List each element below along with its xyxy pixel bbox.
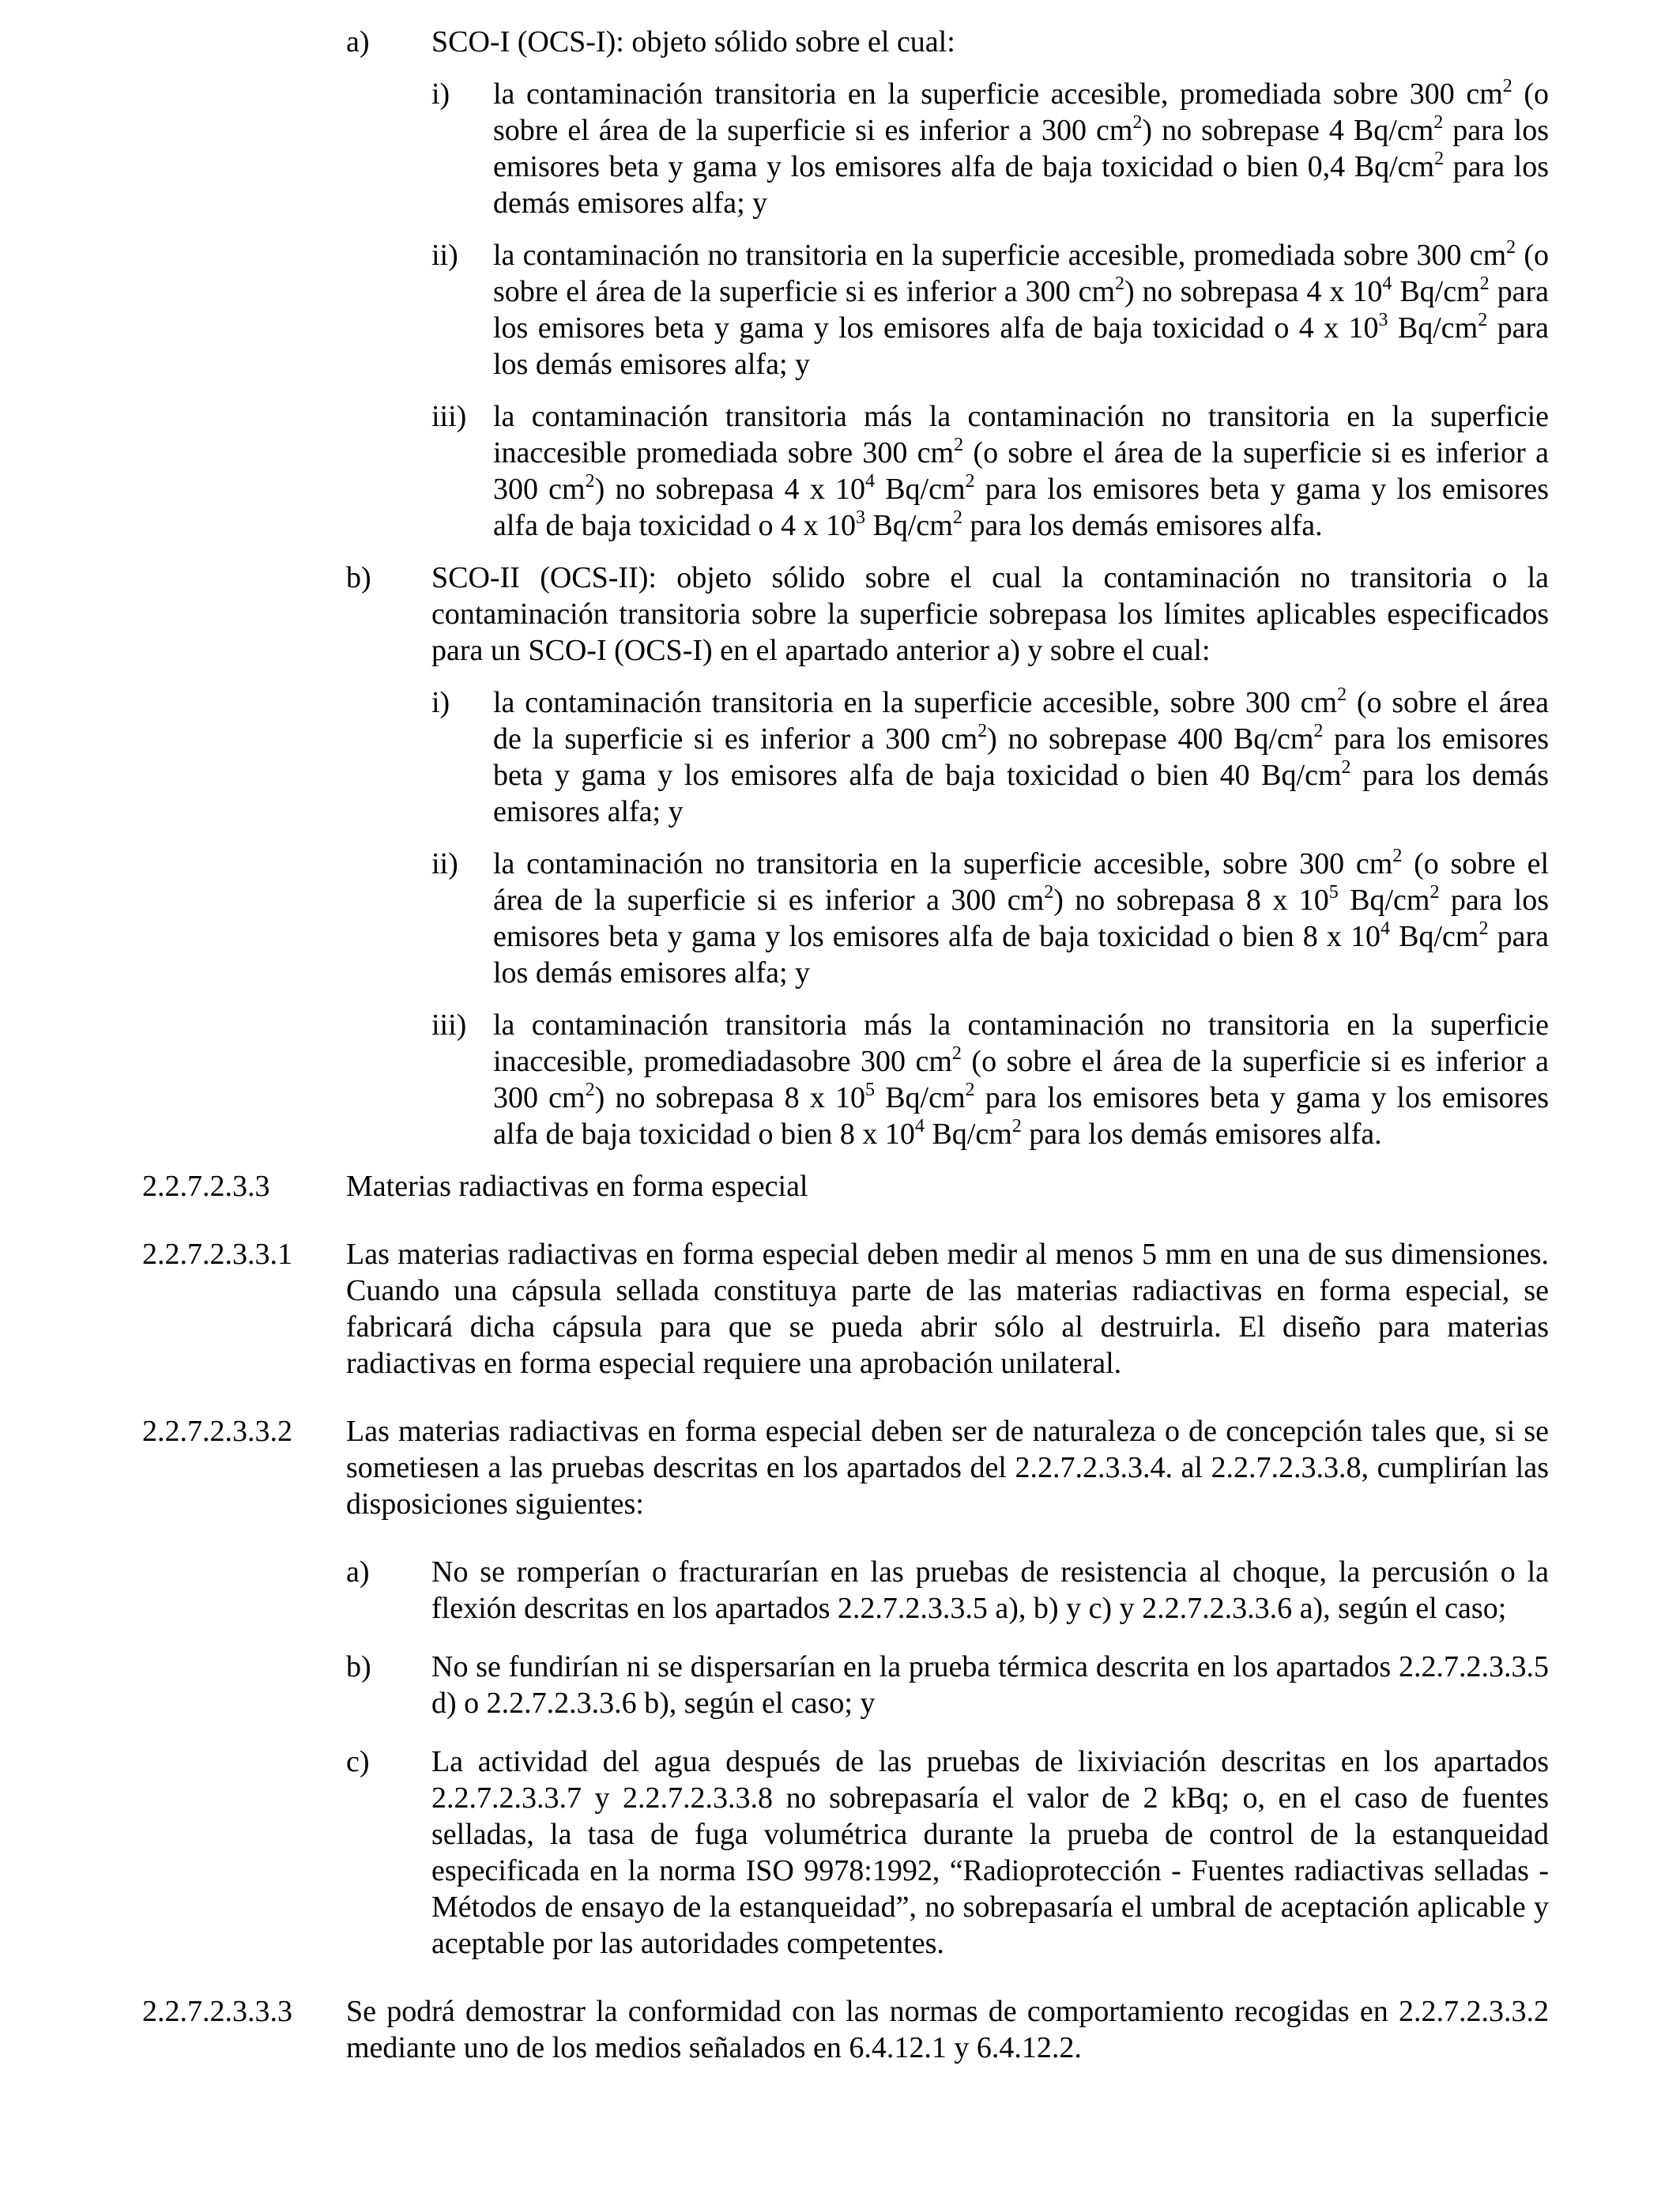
paragraph-number: 2.2.7.2.3.3.3 [142, 1995, 292, 2028]
paragraph-text: Se podrá demostrar la conformidad con las normas de comportamiento recogidas en 2.2.7.2.3.3.2 mediante uno de los medios señalados en 6.4.12.1 y 6.4.12.2. [346, 1995, 1549, 2064]
item-label: a) [346, 25, 370, 58]
subitem-text: la contaminación transitoria en la superficie accesible, sobre 300 $cm^2$ (o sobre el área de la superficie si es inferior a 300 $cm^2$) no sobrepase 400 $Bq/cm^2$ para los emisores beta y gama y los emisores alfa de baja toxicidad o bien 40 $Bq/cm^2$ para los demás emisores alfa; y [493, 684, 1550, 828]
sco-ii-subitem-iii [431, 1007, 1549, 1152]
document-page [142, 24, 1549, 2066]
subitem-text: la contaminación no transitoria en la superficie accesible, promediada sobre 300 $cm^2$ (o sobre el área de la superficie si es inferior a 300 $cm^2$) no sobrepasa 4 x $10^4$ $Bq/cm^2$ para los emisores beta y gama y los emisores alfa de baja toxicidad o 4 x $10^3$ $Bq/cm^2$ para los demás emisores alfa; y [493, 237, 1550, 381]
sco-i-subitem-iii [431, 398, 1549, 544]
paragraph-text: Las materias radiactivas en forma especial deben ser de naturaleza o de concepción tales que, si se sometiesen a las pruebas descritas en los apartados del 2.2.7.2.3.3.4. al 2.2.7.2.3.3.8, cumplirían las disposiciones siguientes: [346, 1415, 1549, 1521]
paragraph-3-3-3 [142, 1993, 1549, 2066]
sco-i-subitem-ii [431, 237, 1549, 383]
paragraph-3-3-2-item-c [346, 1744, 1549, 1962]
subitem-label: ii) [431, 239, 458, 272]
subitem-label: i) [431, 77, 450, 111]
item-label: a) [346, 1555, 370, 1589]
item-label: b) [346, 1650, 371, 1683]
sco-ii-subitem-ii [431, 846, 1549, 991]
paragraph-number: 2.2.7.2.3.3.1 [142, 1238, 292, 1271]
paragraph-3-3-2-item-b [346, 1649, 1549, 1721]
item-label: b) [346, 561, 371, 594]
sco-i-item [346, 24, 1549, 60]
subitem-label: i) [431, 686, 450, 719]
subitem-label: iii) [431, 1008, 467, 1042]
subitem-text: la contaminación transitoria en la superficie accesible, promediada sobre 300 $cm^2$ (o sobre el área de la superficie si es inferior a 300 $cm^2$) no sobrepase 4 $Bq/cm^2$ para los emisores beta y gama y los emisores alfa de baja toxicidad o bien 0,4 $Bq/cm^2$ para los demás emisores alfa; y [493, 76, 1550, 220]
item-label: c) [346, 1745, 370, 1778]
subitem-label: iii) [431, 400, 467, 433]
paragraph-3-3-2 [142, 1413, 1549, 1522]
subitem-text: la contaminación transitoria más la contaminación no transitoria en la superficie inaccesible, promediadasobre 300 $cm^2$ (o sobre el área de la superficie si es inferior a 300 $cm^2$) no sobrepasa 8 x $10^5$ $Bq/cm^2$ para los emisores beta y gama y los emisores alfa de baja toxicidad o bien 8 x $10^4$ $Bq/cm^2$ para los demás emisores alfa. [493, 1008, 1549, 1151]
item-text: No se romperían o fracturarían en las pruebas de resistencia al choque, la percusión o la flexión descritas en los apartados 2.2.7.2.3.3.5 a), b) y c) y 2.2.7.2.3.3.6 a), según el caso; [431, 1555, 1549, 1625]
sco-ii-subitem-i [431, 684, 1549, 830]
paragraph-text: Las materias radiactivas en forma especial deben medir al menos 5 mm en una de sus dimensiones. Cuando una cápsula sellada constituya parte de las materias radiactivas en forma especial, se fabricará dicha cápsula para que se pueda abrir sólo al destruirla. El diseño para materias radiactivas en forma especial requiere una aprobación unilateral. [346, 1238, 1549, 1380]
item-text: No se fundirían ni se dispersarían en la prueba térmica descrita en los apartados 2.2.7.2.3.3.5 d) o 2.2.7.2.3.3.6 b), según el caso; y [431, 1650, 1549, 1720]
paragraph-number: 2.2.7.2.3.3.2 [142, 1415, 292, 1448]
section-number: 2.2.7.2.3.3 [142, 1170, 270, 1203]
subitem-text: la contaminación transitoria más la contaminación no transitoria en la superficie inaccesible promediada sobre 300 $cm^2$ (o sobre el área de la superficie si es inferior a 300 $cm^2$) no sobrepasa 4 x $10^4$ $Bq/cm^2$ para los emisores beta y gama y los emisores alfa de baja toxicidad o 4 x $10^3$ $Bq/cm^2$ para los demás emisores alfa. [493, 400, 1549, 542]
subitem-label: ii) [431, 847, 458, 880]
paragraph-3-3-1 [142, 1236, 1549, 1382]
item-text: SCO-II (OCS-II): objeto sólido sobre el cual la contaminación no transitoria o la contaminación transitoria sobre la superficie sobrepasa los límites aplicables especificados para un SCO-I (OCS-I) en el apartado anterior a) y sobre el cual: [431, 561, 1549, 667]
sco-i-subitem-i [431, 76, 1549, 221]
paragraph-3-3-2-item-a [346, 1554, 1549, 1627]
item-text: La actividad del agua después de las pruebas de lixiviación descritas en los apartados 2.2.7.2.3.3.7 y 2.2.7.2.3.3.8 no sobrepasaría el valor de 2 kBq; o, en el caso de fuentes selladas, la tasa de fuga volumétrica durante la prueba de control de la estanqueidad especificada en la norma ISO 9978:1992, “Radioprotección - Fuentes radiactivas selladas - Métodos de ensayo de la estanqueidad”, no sobrepasaría el umbral de aceptación aplicable y aceptable por las autoridades competentes. [431, 1745, 1549, 1960]
subitem-text: la contaminación no transitoria en la superficie accesible, sobre 300 $cm^2$ (o sobre el área de la superficie si es inferior a 300 $cm^2$) no sobrepasa 8 x $10^5$ $Bq/cm^2$ para los emisores beta y gama y los emisores alfa de baja toxicidad o bien 8 x $10^4$ $Bq/cm^2$ para los demás emisores alfa; y [493, 846, 1550, 990]
sco-ii-item [346, 560, 1549, 669]
section-heading [142, 1168, 1549, 1204]
item-text: SCO-I (OCS-I): objeto sólido sobre el cual: [431, 25, 955, 58]
section-title: Materias radiactivas en forma especial [346, 1170, 808, 1203]
